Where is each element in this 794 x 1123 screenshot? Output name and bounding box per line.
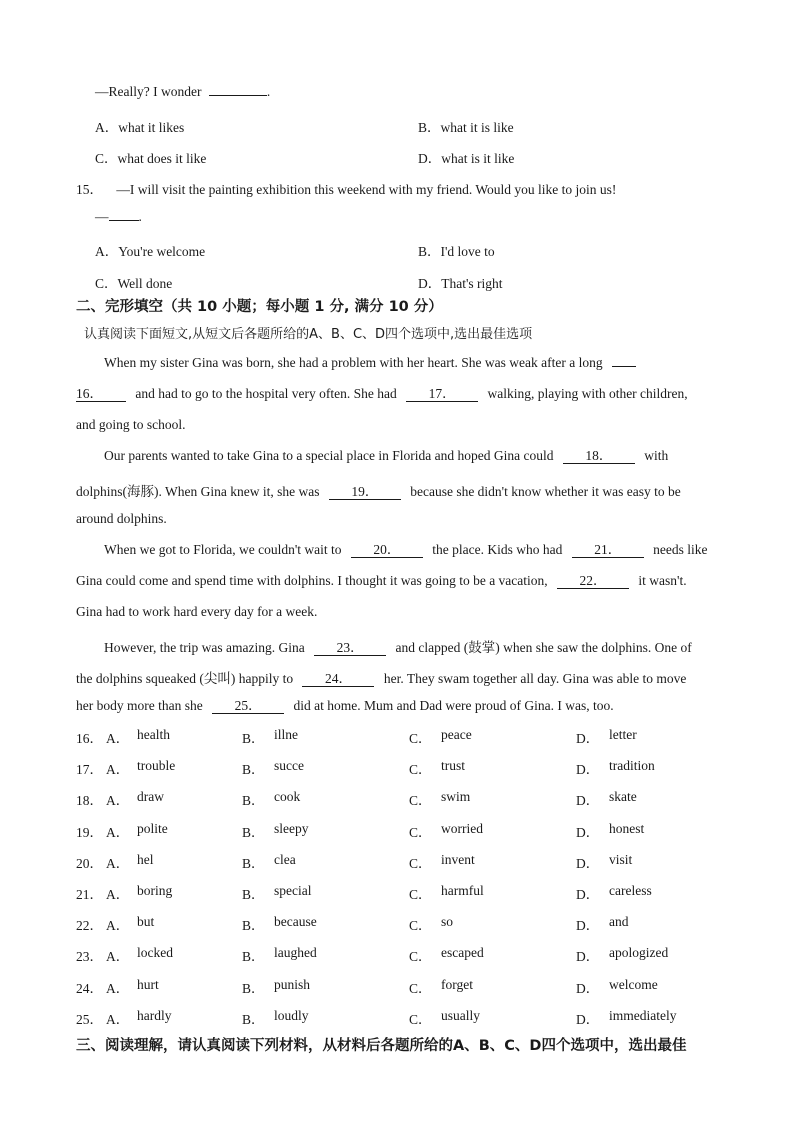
choice-option-a[interactable]: hardly [137, 1007, 172, 1023]
choice-letter-b[interactable]: B． [242, 824, 265, 840]
choice-option-a[interactable]: health [137, 727, 170, 742]
choice-row [76, 914, 776, 945]
choice-option-d[interactable]: honest [609, 820, 645, 836]
choice-option-a[interactable]: locked [137, 945, 173, 961]
choice-option-d[interactable]: and [609, 914, 629, 930]
choice-letter-b[interactable]: B． [242, 762, 265, 778]
choice-letter-a[interactable]: A． [106, 886, 130, 902]
blank-23[interactable]: 23． [314, 641, 386, 656]
q15-number: 15． [76, 182, 103, 197]
choice-letter-c[interactable]: C． [409, 980, 432, 996]
choice-option-b[interactable]: clea [274, 851, 296, 867]
choice-option-d[interactable]: tradition [609, 758, 655, 774]
choice-letter-b[interactable]: B． [242, 731, 265, 746]
choice-option-c[interactable]: forget [441, 976, 473, 992]
choice-letter-b[interactable]: B． [242, 886, 265, 902]
choice-number: 23． [76, 949, 103, 965]
choice-row [76, 821, 776, 852]
choice-number: 16． [76, 731, 103, 746]
choice-option-b[interactable]: illne [274, 727, 298, 742]
q14-option-b[interactable]: B．what it is like [418, 120, 514, 135]
passage-line: When my sister Gina was born, she had a problem with her heart. She was weak after a long [104, 355, 636, 371]
choice-option-a[interactable]: hel [137, 851, 154, 867]
choice-option-a[interactable]: hurt [137, 976, 159, 992]
choice-option-a[interactable]: draw [137, 789, 164, 805]
q14-option-a[interactable]: A．what it likes [95, 120, 185, 135]
choice-option-c[interactable]: escaped [441, 945, 484, 961]
passage-line: However, the trip was amazing. Gina 23． and clapped (鼓掌) when she saw the dolphins. One of [104, 640, 692, 655]
q15-answer-blank[interactable] [109, 220, 139, 221]
section3-heading: 三、阅读理解，请认真阅读下列材料，从材料后各题所给的A、B、C、D四个选项中，选出最佳 [76, 1038, 687, 1054]
passage-line: and going to school. [76, 417, 186, 432]
passage-line: around dolphins. [76, 511, 167, 526]
choice-letter-c[interactable]: C． [409, 886, 432, 902]
choice-number: 21． [76, 886, 103, 902]
q15-option-d[interactable]: D．That's right [418, 276, 503, 291]
choice-letter-b[interactable]: B． [242, 1011, 265, 1027]
choice-letter-d[interactable]: D． [576, 949, 600, 965]
choice-option-d[interactable]: apologized [609, 945, 669, 961]
choice-number: 17． [76, 762, 103, 778]
q14-prompt-line: —Really? I wonder . [95, 84, 271, 99]
choice-option-d[interactable]: careless [609, 882, 652, 898]
choice-option-a[interactable]: but [137, 914, 155, 930]
choice-letter-d[interactable]: D． [576, 1011, 600, 1027]
choice-option-b[interactable]: punish [274, 976, 311, 992]
choice-letter-a[interactable]: A． [106, 980, 130, 996]
passage-line: Gina had to work hard every day for a week. [76, 604, 318, 619]
passage-line: Gina could come and spend time with dolphins. I thought it was going to be a vacation, 22． it wasn't. [76, 573, 687, 588]
choice-row [76, 758, 776, 789]
choice-letter-b[interactable]: B． [242, 980, 265, 996]
choices-grid [76, 727, 776, 1039]
choice-option-c[interactable]: swim [441, 789, 471, 805]
choice-letter-a[interactable]: A． [106, 949, 130, 965]
blank-19[interactable]: 19． [329, 485, 401, 500]
choice-option-d[interactable]: visit [609, 851, 633, 867]
choice-letter-b[interactable]: B． [242, 855, 265, 871]
choice-option-b[interactable]: cook [274, 789, 301, 805]
choice-letter-c[interactable]: C． [409, 762, 432, 778]
blank-continuation [612, 366, 636, 367]
choice-letter-d[interactable]: D． [576, 793, 600, 809]
passage-line: the dolphins squeaked (尖叫) happily to 24． her. They swam together all day. Gina was able to move [76, 671, 687, 686]
choice-option-c[interactable]: trust [441, 758, 466, 774]
blank-16[interactable]: 16． [76, 387, 126, 402]
choice-letter-a[interactable]: A． [106, 793, 130, 809]
choice-letter-c[interactable]: C． [409, 949, 432, 965]
choice-option-b[interactable]: laughed [274, 945, 317, 961]
choice-option-c[interactable]: peace [441, 727, 472, 742]
blank-17[interactable]: 17． [406, 387, 478, 402]
choice-letter-a[interactable]: A． [106, 918, 130, 934]
choice-option-b[interactable]: sleepy [274, 820, 309, 836]
blank-21[interactable]: 21． [572, 543, 644, 558]
choice-row [76, 977, 776, 1008]
choice-letter-b[interactable]: B． [242, 918, 265, 934]
choice-option-c[interactable]: harmful [441, 882, 484, 898]
passage-line: Our parents wanted to take Gina to a special place in Florida and hoped Gina could 18． with [104, 448, 669, 463]
choice-letter-c[interactable]: C． [409, 793, 432, 809]
choice-option-c[interactable]: invent [441, 851, 475, 867]
choice-letter-d[interactable]: D． [576, 855, 600, 871]
choice-option-b[interactable]: because [274, 914, 317, 930]
q15-answer-line: — . [95, 209, 142, 224]
choice-letter-a[interactable]: A． [106, 1011, 130, 1027]
choice-letter-a[interactable]: A． [106, 762, 130, 778]
choice-option-b[interactable]: succe [274, 758, 304, 774]
section2-instruction: 认真阅读下面短文,从短文后各题所给的A、B、C、D四个选项中,选出最佳选项 [84, 327, 533, 342]
choice-row [76, 789, 776, 820]
q15-prompt: —I will visit the painting exhibition this weekend with my friend. Would you like to join us! [116, 182, 617, 197]
choice-letter-c[interactable]: C． [409, 918, 432, 934]
choice-number: 22． [76, 918, 103, 934]
choice-letter-d[interactable]: D． [576, 886, 600, 902]
choice-letter-d[interactable]: D． [576, 980, 600, 996]
choice-letter-d[interactable]: D． [576, 824, 600, 840]
section2-heading: 二、完形填空（共 10 小题；每小题 1 分, 满分 10 分） [76, 299, 443, 315]
choice-letter-a[interactable]: A． [106, 824, 130, 840]
choice-row [76, 883, 776, 914]
choice-number: 20． [76, 855, 103, 871]
q15-option-c[interactable]: C．Well done [95, 276, 173, 291]
choice-letter-a[interactable]: A． [106, 731, 130, 746]
choice-letter-a[interactable]: A． [106, 855, 130, 871]
choice-option-a[interactable]: trouble [137, 758, 176, 774]
q14-answer-blank[interactable] [209, 95, 267, 96]
q15-option-a[interactable]: A．You're welcome [95, 244, 206, 259]
choice-number: 24． [76, 980, 103, 996]
choice-option-d[interactable]: immediately [609, 1007, 677, 1023]
choice-option-a[interactable]: polite [137, 820, 168, 836]
choice-letter-b[interactable]: B． [242, 793, 265, 809]
q14-option-c[interactable]: C．what does it like [95, 151, 207, 166]
q14-prompt: —Really? I wonder [95, 84, 202, 99]
choice-option-c[interactable]: worried [441, 820, 483, 836]
q15-dash: — [95, 209, 109, 224]
passage-line: her body more than she 25． did at home. Mum and Dad were proud of Gina. I was, too. [76, 698, 614, 713]
choice-option-b[interactable]: special [274, 882, 312, 898]
choice-row [76, 727, 776, 758]
choice-number: 18． [76, 793, 103, 809]
choice-option-c[interactable]: usually [441, 1007, 480, 1023]
choice-option-c[interactable]: so [441, 914, 454, 930]
q15-option-b[interactable]: B．I'd love to [418, 244, 495, 259]
passage-line: 16． and had to go to the hospital very often. She had 17． walking, playing with other children, [76, 386, 688, 401]
choice-number: 25． [76, 1011, 103, 1027]
choice-letter-d[interactable]: D． [576, 918, 600, 934]
choice-letter-d[interactable]: D． [576, 762, 600, 778]
choice-letter-b[interactable]: B． [242, 949, 265, 965]
blank-25[interactable]: 25． [212, 699, 284, 714]
choice-letter-c[interactable]: C． [409, 824, 432, 840]
choice-option-a[interactable]: boring [137, 882, 173, 898]
choice-letter-d[interactable]: D． [576, 731, 600, 746]
q14-option-d[interactable]: D．what is it like [418, 151, 515, 166]
choice-letter-c[interactable]: C． [409, 855, 432, 871]
blank-20[interactable]: 20． [351, 543, 423, 558]
choice-option-d[interactable]: welcome [609, 976, 658, 992]
blank-24[interactable]: 24． [302, 672, 374, 687]
choice-number: 19． [76, 824, 103, 840]
choice-row [76, 852, 776, 883]
choice-row [76, 945, 776, 976]
blank-18[interactable]: 18． [563, 449, 635, 464]
choice-option-d[interactable]: letter [609, 727, 637, 742]
choice-letter-c[interactable]: C． [409, 731, 432, 746]
choice-letter-c[interactable]: C． [409, 1011, 432, 1027]
passage-line: dolphins(海豚). When Gina knew it, she was 19． because she didn't know whether it was easy to be [76, 484, 681, 499]
blank-22[interactable]: 22． [557, 574, 629, 589]
passage-line: When we got to Florida, we couldn't wait to 20． the place. Kids who had 21． needs like [104, 542, 708, 557]
choice-option-b[interactable]: loudly [274, 1007, 309, 1023]
q15-prompt-line [76, 178, 616, 198]
choice-option-d[interactable]: skate [609, 789, 637, 805]
